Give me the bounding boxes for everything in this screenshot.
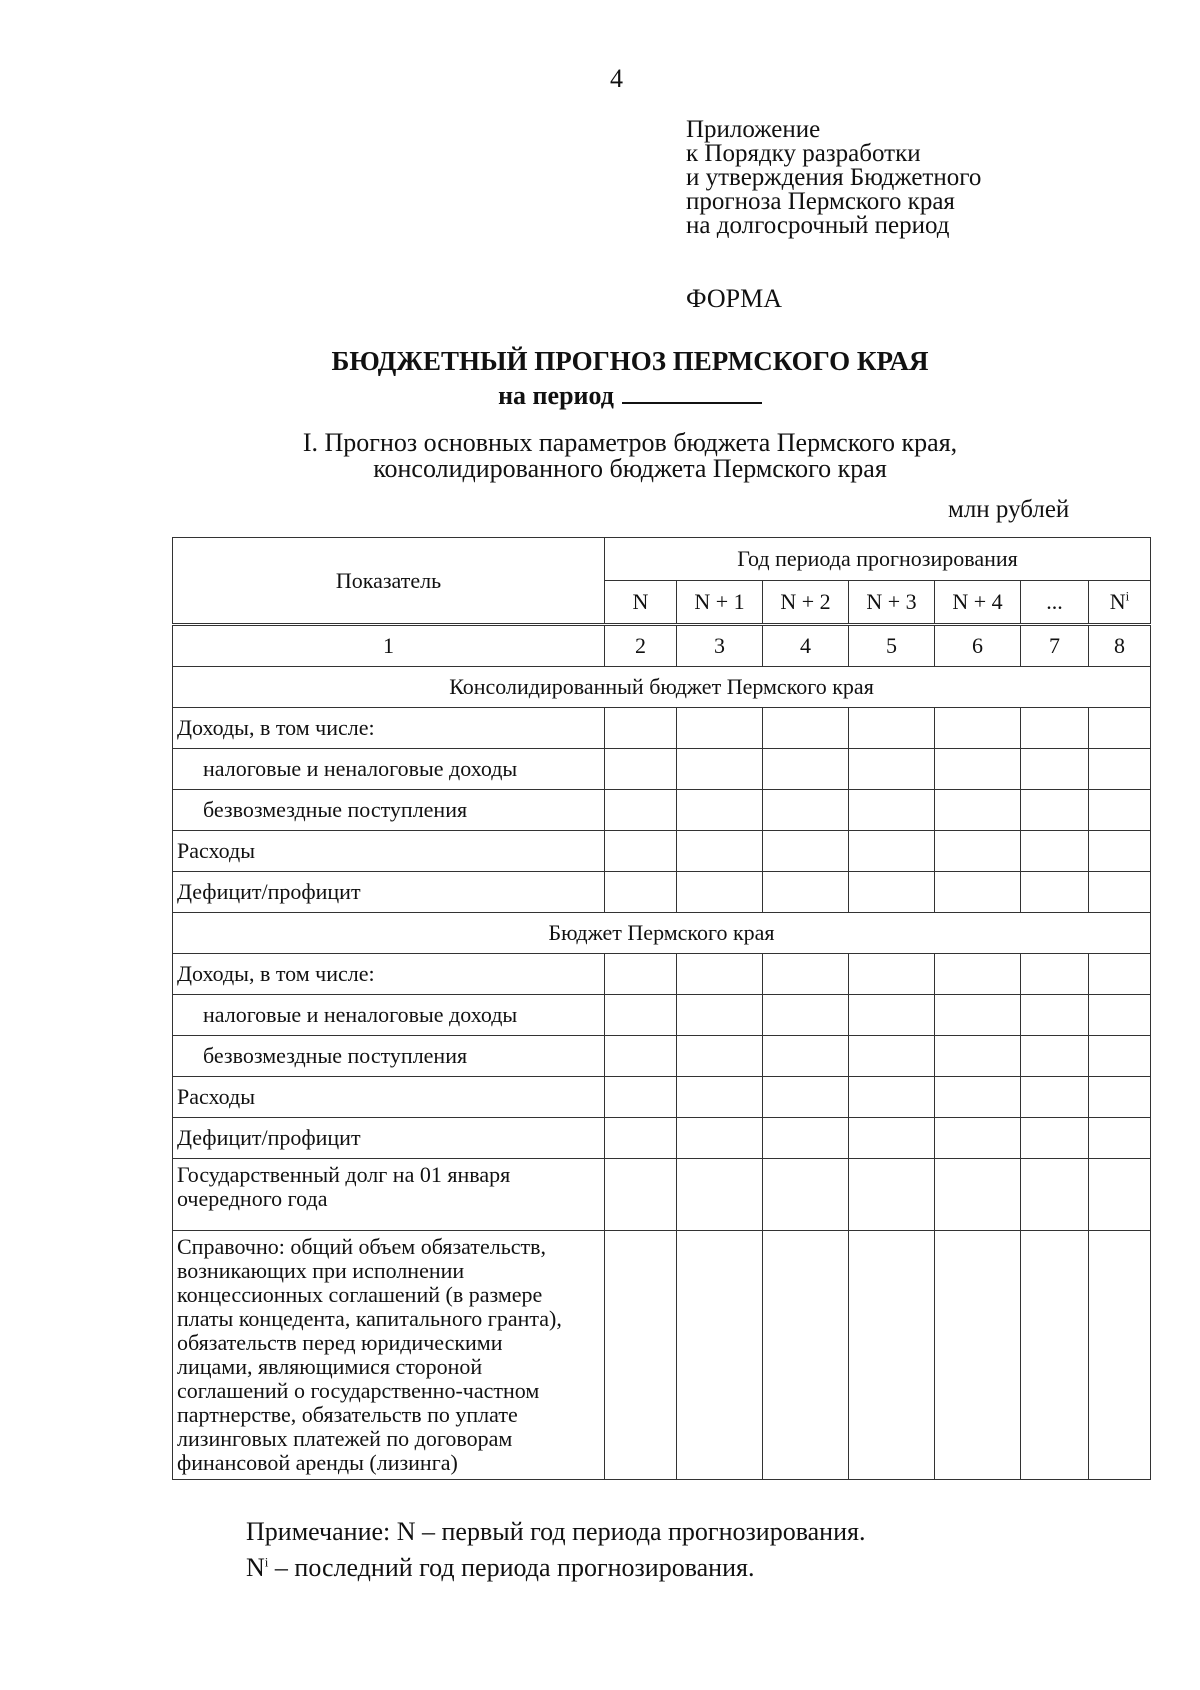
- row-label-reference: [173, 1231, 605, 1480]
- year-header-last-base: N: [1109, 589, 1126, 614]
- row-label: безвозмездные поступления: [173, 1036, 605, 1077]
- section-title-line: консолидированного бюджета Пермского края: [373, 454, 887, 483]
- row-label: налоговые и неналоговые доходы: [173, 995, 605, 1036]
- table-row: [173, 790, 1151, 831]
- indicator-header: Показатель: [173, 538, 605, 625]
- row-label: Дефицит/профицит: [173, 872, 605, 913]
- row-label-line: партнерстве, обязательств по уплате: [177, 1402, 518, 1427]
- appendix-line: к Порядку разработки: [686, 140, 921, 167]
- row-label-line: финансовой аренды (лизинга): [177, 1450, 458, 1475]
- year-header: N: [605, 581, 677, 625]
- row-label: Дефицит/профицит: [173, 1118, 605, 1159]
- table-row: [173, 1036, 1151, 1077]
- year-group-header: Год периода прогнозирования: [605, 538, 1151, 581]
- forecast-table: [172, 537, 1151, 1480]
- note-first-year: Примечание: N – первый год периода прогнозирования.: [246, 1517, 866, 1546]
- table-row: [173, 708, 1151, 749]
- table-row: [173, 1118, 1151, 1159]
- column-number: 2: [605, 625, 677, 667]
- year-header-last: [1089, 581, 1151, 625]
- table-row: [173, 995, 1151, 1036]
- row-label: Расходы: [173, 1077, 605, 1118]
- row-label: налоговые и неналоговые доходы: [173, 749, 605, 790]
- table-row: [173, 749, 1151, 790]
- units-label: млн рублей: [948, 496, 1070, 523]
- appendix-line: Приложение: [686, 116, 821, 143]
- page-number: 4: [610, 64, 623, 93]
- year-header: N + 2: [763, 581, 849, 625]
- row-label-line: Государственный долг на 01 января: [177, 1162, 511, 1187]
- appendix-block: [686, 118, 981, 238]
- year-header: N + 1: [677, 581, 763, 625]
- section-consolidated: Консолидированный бюджет Пермского края: [173, 667, 1151, 708]
- table-row: [173, 831, 1151, 872]
- year-header: N + 3: [849, 581, 935, 625]
- form-label: ФОРМА: [686, 284, 782, 313]
- column-number: 6: [935, 625, 1021, 667]
- column-number: 1: [173, 625, 605, 667]
- note-last-year: [246, 1553, 754, 1583]
- row-label-line: возникающих при исполнении: [177, 1258, 465, 1283]
- appendix-line: на долгосрочный период: [686, 212, 950, 239]
- row-label-line: лицами, являющимися стороной: [177, 1354, 483, 1379]
- column-number: 3: [677, 625, 763, 667]
- section-title: [0, 430, 1200, 482]
- row-label: Расходы: [173, 831, 605, 872]
- column-number: 8: [1089, 625, 1151, 667]
- table-row: [173, 1231, 1151, 1480]
- note-symbol: N: [246, 1553, 265, 1582]
- section-title-line: I. Прогноз основных параметров бюджета Пермского края,: [302, 428, 958, 457]
- period-line: [0, 380, 1200, 411]
- table-row: [173, 954, 1151, 995]
- section-regional: Бюджет Пермского края: [173, 913, 1151, 954]
- column-number: 7: [1021, 625, 1089, 667]
- table-row: [173, 1077, 1151, 1118]
- row-label-line: обязательств перед юридическими: [177, 1330, 503, 1355]
- appendix-line: прогноза Пермского края: [686, 188, 955, 215]
- section-row: [173, 913, 1151, 954]
- document-title: БЮДЖЕТНЫЙ ПРОГНОЗ ПЕРМСКОГО КРАЯ: [331, 346, 929, 376]
- year-header: ...: [1021, 581, 1089, 625]
- column-number: 4: [763, 625, 849, 667]
- row-label-line: лизинговых платежей по договорам: [177, 1426, 513, 1451]
- row-label: Доходы, в том числе:: [173, 954, 605, 995]
- row-label-line: платы концедента, капитального гранта),: [177, 1306, 562, 1331]
- year-header-superscript: i: [1125, 588, 1130, 604]
- period-blank-field: [622, 380, 762, 404]
- row-label: безвозмездные поступления: [173, 790, 605, 831]
- table-row: [173, 1159, 1151, 1231]
- year-header: N + 4: [935, 581, 1021, 625]
- row-label-line: соглашений о государственно-частном: [177, 1378, 540, 1403]
- appendix-line: и утверждения Бюджетного: [686, 164, 982, 191]
- table-row: [173, 872, 1151, 913]
- note-superscript: i: [264, 1554, 269, 1570]
- table-header-row: [173, 538, 1151, 581]
- period-label: на период: [498, 381, 614, 410]
- row-label-line: очередного года: [177, 1186, 328, 1211]
- section-row: [173, 667, 1151, 708]
- column-number: 5: [849, 625, 935, 667]
- row-label-line: концессионных соглашений (в размере: [177, 1282, 543, 1307]
- column-number-row: [173, 625, 1151, 667]
- note-text: – последний год периода прогнозирования.: [268, 1553, 755, 1582]
- row-label-debt: [173, 1159, 605, 1231]
- row-label-line: Справочно: общий объем обязательств,: [177, 1234, 547, 1259]
- row-label: Доходы, в том числе:: [173, 708, 605, 749]
